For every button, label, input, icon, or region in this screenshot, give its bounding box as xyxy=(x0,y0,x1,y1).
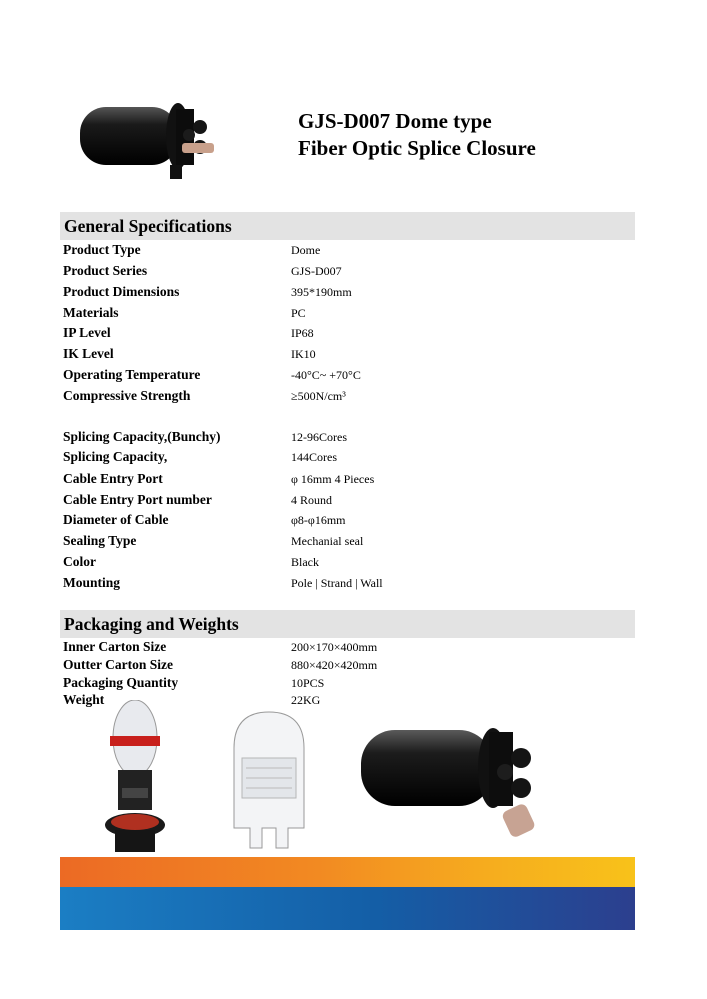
spec-row-value: IP68 xyxy=(291,326,314,340)
spec-row-value: IK10 xyxy=(291,347,316,361)
footer-blue-band xyxy=(60,887,635,930)
packaging-row-value: 880×420×420mm xyxy=(291,658,378,672)
spec-row-value: φ8-φ16mm xyxy=(291,513,346,527)
spec-row-label: Cable Entry Port xyxy=(63,471,163,486)
spec-row-value: Pole | Strand | Wall xyxy=(291,576,383,590)
spec-row-label: Color xyxy=(63,554,96,569)
spec-row-label: Product Dimensions xyxy=(63,284,180,299)
spec-row-value: ≥500N/cm³ xyxy=(291,389,346,403)
spec-row-value: Black xyxy=(291,555,319,569)
packaging-row-label: Weight xyxy=(63,692,105,707)
dome-closure-large-photo xyxy=(355,720,555,850)
dome-closure-photo xyxy=(72,95,232,190)
packaging-row-label: Outter Carton Size xyxy=(63,657,173,672)
packaging-heading: Packaging and Weights xyxy=(64,614,239,634)
spec-row-label: Operating Temperature xyxy=(63,367,201,382)
spec-row-value: PC xyxy=(291,306,306,320)
closure-internals-photo xyxy=(100,700,170,860)
spec-row-value: φ 16mm 4 Pieces xyxy=(291,472,375,486)
spec-row-label: Splicing Capacity,(Bunchy) xyxy=(63,429,221,444)
spec-row-label: Diameter of Cable xyxy=(63,512,169,527)
spec-row-label: Product Type xyxy=(63,242,141,257)
splice-tray-photo xyxy=(228,708,310,850)
spec-row-label: Compressive Strength xyxy=(63,388,191,403)
packaging-row-label: Inner Carton Size xyxy=(63,639,167,654)
packaging-row-value: 200×170×400mm xyxy=(291,640,378,654)
product-title xyxy=(298,108,536,162)
general-specifications-heading: General Specifications xyxy=(64,216,232,236)
spec-row-label: Cable Entry Port number xyxy=(63,492,212,507)
spec-row-label: IK Level xyxy=(63,346,114,361)
spec-row-value: Dome xyxy=(291,243,321,257)
spec-row-label: Product Series xyxy=(63,263,148,278)
spec-row-label: IP Level xyxy=(63,325,111,340)
spec-row-label: Mounting xyxy=(63,575,121,590)
spec-row-value: -40°C~ +70°C xyxy=(291,368,361,382)
packaging-row-value: 10PCS xyxy=(291,676,325,690)
footer-orange-band xyxy=(60,857,635,887)
spec-row-label: Splicing Capacity, xyxy=(63,449,168,464)
spec-row-label: Sealing Type xyxy=(63,533,137,548)
spec-row-value: GJS-D007 xyxy=(291,264,342,278)
spec-row-value: 395*190mm xyxy=(291,285,352,299)
spec-row-label: Materials xyxy=(63,305,119,320)
product-title-line2: Fiber Optic Splice Closure xyxy=(298,136,536,160)
product-title-line1: GJS-D007 Dome type xyxy=(298,109,492,133)
spec-row-value: Mechanial seal xyxy=(291,534,364,548)
packaging-row-label: Packaging Quantity xyxy=(63,675,179,690)
packaging-row-value: 22KG xyxy=(291,693,321,707)
spec-row-value: 4 Round xyxy=(291,493,333,507)
spec-row-value: 144Cores xyxy=(291,450,337,464)
spec-row-value: 12-96Cores xyxy=(291,430,347,444)
